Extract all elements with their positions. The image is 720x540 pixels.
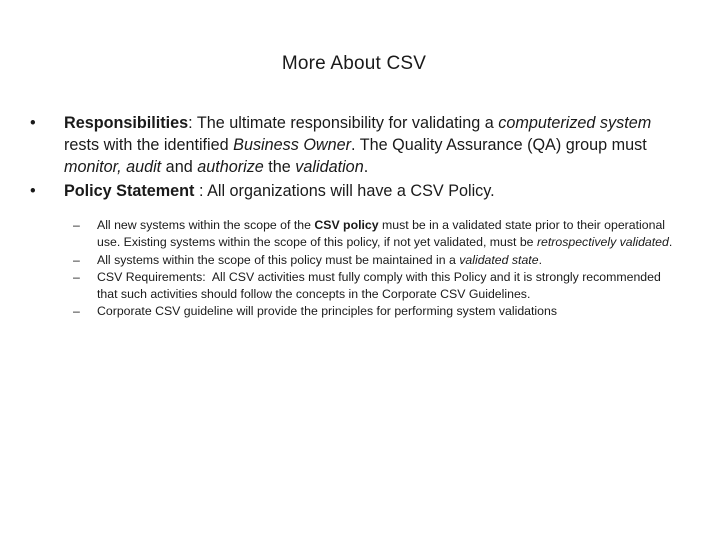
sub-item-guideline <box>73 303 673 320</box>
bullet-marker: • <box>30 182 36 200</box>
sub-text: . <box>668 235 673 250</box>
bullet-responsibilities <box>30 112 690 178</box>
emphasis-text: validated state <box>459 252 539 267</box>
dash-marker: – <box>73 218 80 232</box>
emphasis-bold-text: CSV policy <box>314 218 379 232</box>
sub-text: . <box>538 252 542 267</box>
bullet-text: rests with the identified <box>64 136 234 154</box>
bullet-text: . The Quality Assurance (QA) group must <box>351 136 647 154</box>
emphasis-text: retrospectively validated <box>536 235 669 250</box>
bullet-list <box>30 112 690 204</box>
emphasis-text: validation <box>295 158 364 176</box>
emphasis-text: authorize <box>197 158 264 176</box>
sub-item-requirements <box>73 269 673 304</box>
bullet-colon: : <box>194 182 208 200</box>
bullet-text: the <box>263 158 296 176</box>
bullet-label: Responsibilities <box>64 114 189 132</box>
bullet-text: and <box>161 158 198 176</box>
emphasis-text: monitor, audit <box>64 158 162 176</box>
bullet-label: Policy Statement <box>64 182 195 200</box>
bullet-marker: • <box>30 114 36 132</box>
bullet-policy-statement <box>30 180 690 202</box>
sub-text: CSV Requirements: All CSV activities must fully comply with this Policy and it is strongly recommended that such activities should follow the concepts in the Corporate CSV Guidelines. <box>97 269 665 302</box>
sub-text: must be in a validated state prior to their operational use. Existing systems within the scope of this policy, if not yet validated, must be <box>97 218 666 250</box>
emphasis-text: computerized system <box>498 114 652 132</box>
sub-item-new-systems <box>73 217 673 252</box>
emphasis-text: Business Owner <box>233 136 352 154</box>
policy-sub-list <box>73 217 673 321</box>
slide-title: More About CSV <box>281 53 427 74</box>
bullet-text: The ultimate responsibility for validating a <box>196 114 499 132</box>
sub-text: All new systems within the scope of the <box>97 218 315 232</box>
bullet-colon: : <box>188 114 197 132</box>
sub-text: Corporate CSV guideline will provide the principles for performing system validations <box>97 304 557 319</box>
dash-marker: – <box>73 252 80 267</box>
sub-text: All systems within the scope of this policy must be maintained in a <box>97 252 460 267</box>
sub-item-maintained <box>73 252 673 269</box>
bullet-text: . <box>363 158 369 176</box>
dash-marker: – <box>73 269 80 284</box>
dash-marker: – <box>73 304 80 319</box>
bullet-text: All organizations will have a CSV Policy. <box>207 182 495 200</box>
